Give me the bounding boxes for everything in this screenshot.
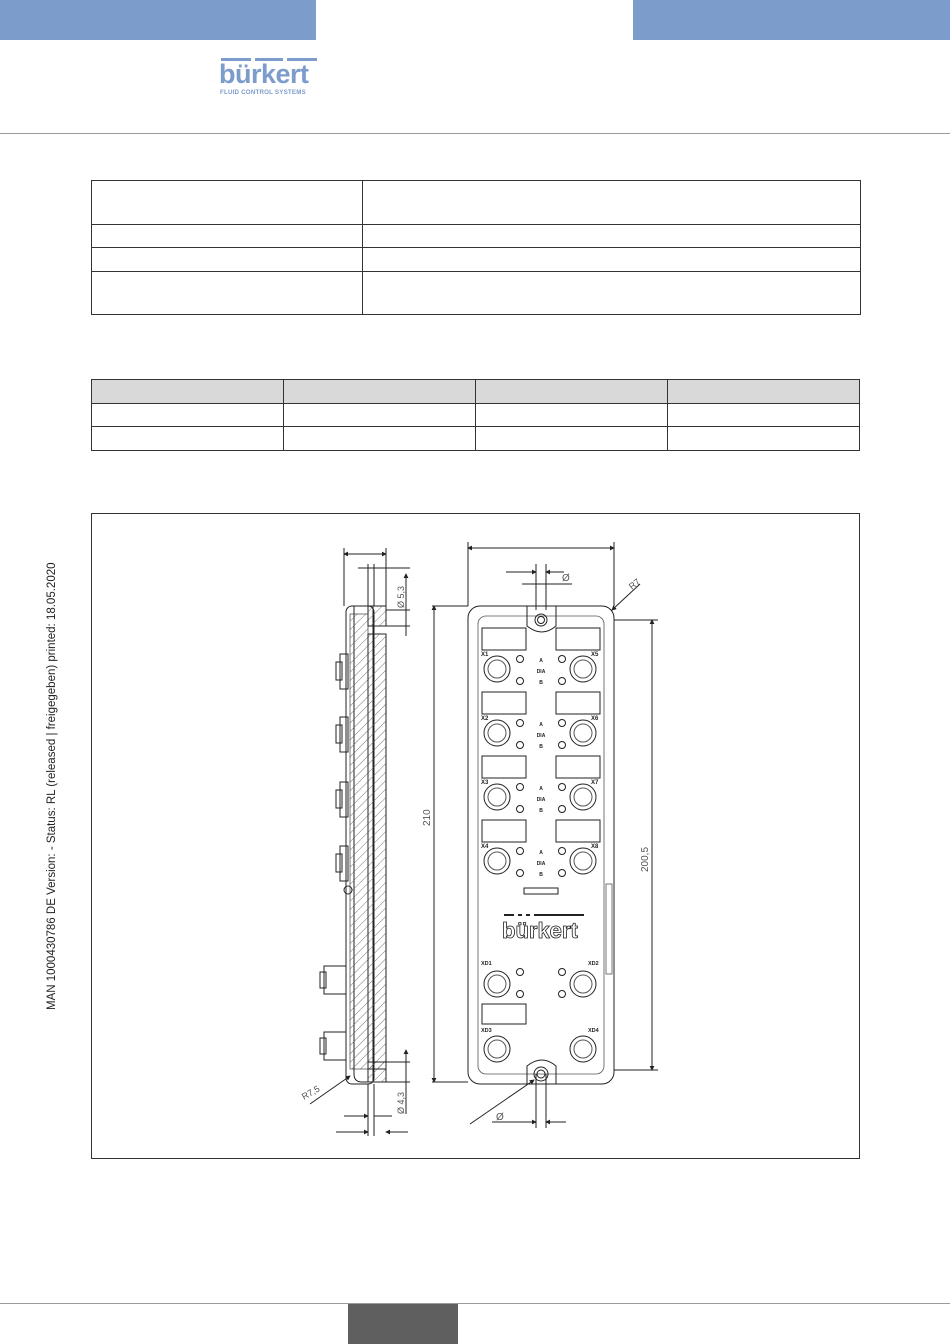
- spec-table-1: [91, 180, 861, 315]
- table-cell: [363, 181, 861, 225]
- table-cell: [92, 181, 363, 225]
- port-grid: [482, 628, 600, 877]
- dim-side-radius: R7,5: [300, 1083, 322, 1102]
- table-cell: [476, 404, 668, 427]
- table-cell: [476, 427, 668, 451]
- dim-top-hole: Ø: [562, 573, 570, 584]
- footer-divider: [0, 1303, 950, 1304]
- dim-front-radius: R7: [626, 576, 643, 592]
- header-bar-left: [0, 0, 316, 40]
- document-status-note: MAN 1000430786 DE Version: - Status: RL (released | freigegeben) printed: 18.05.2020: [46, 562, 58, 1010]
- logo-tagline: FLUID CONTROL SYSTEMS: [220, 89, 306, 96]
- port-label-xd1: XD1: [481, 961, 492, 967]
- body-logo-wordmark: bürkert: [502, 918, 578, 943]
- port-label-xd3: XD3: [481, 1028, 492, 1034]
- port-label-x4: X4: [481, 844, 489, 850]
- table-header-cell: [92, 380, 284, 404]
- port-label-x8: X8: [591, 844, 599, 850]
- burkert-logo: [219, 58, 319, 98]
- led-label-dia: DIA: [536, 861, 546, 867]
- dim-mount-height: 200,5: [640, 846, 651, 872]
- dim-bottom-hole: Ø: [496, 1112, 504, 1123]
- led-label-a: A: [539, 850, 543, 856]
- table-cell: [92, 427, 284, 451]
- port-label-x5: X5: [591, 652, 599, 658]
- led-label-dia: DIA: [536, 733, 546, 739]
- dim-side-bottom-hole: Ø 4,3: [396, 1091, 406, 1114]
- table-cell: [92, 272, 363, 315]
- led-label-b: B: [539, 680, 543, 686]
- port-label-xd2: XD2: [588, 961, 599, 967]
- led-label-b: B: [539, 744, 543, 750]
- table-row: [92, 272, 861, 315]
- front-view: [422, 542, 658, 1128]
- table-cell: [668, 427, 860, 451]
- dimension-drawing-frame: [91, 513, 860, 1159]
- led-label-a: A: [539, 786, 543, 792]
- header-divider: [0, 133, 950, 134]
- table-cell: [668, 404, 860, 427]
- led-label-dia: DIA: [536, 797, 546, 803]
- table-header-cell: [284, 380, 476, 404]
- table-cell: [92, 404, 284, 427]
- table-row: [92, 248, 861, 272]
- spec-table-2: [91, 379, 860, 451]
- dim-side-hole: Ø 5,3: [396, 585, 406, 608]
- table-row: [92, 225, 861, 248]
- table-cell: [363, 248, 861, 272]
- port-label-x3: X3: [481, 780, 489, 786]
- table-cell: [92, 248, 363, 272]
- dimension-drawing: [92, 514, 859, 1158]
- port-label-x7: X7: [591, 780, 599, 786]
- led-label-dia: DIA: [536, 669, 546, 675]
- port-label-x1: X1: [481, 652, 489, 658]
- led-label-a: A: [539, 658, 543, 664]
- header-bar-right: [633, 0, 950, 40]
- side-connectors: [320, 654, 352, 1060]
- led-label-b: B: [539, 808, 543, 814]
- table-cell: [92, 225, 363, 248]
- led-label-a: A: [539, 722, 543, 728]
- logo-wordmark: bürkert: [219, 59, 309, 89]
- body-logo: [502, 914, 584, 943]
- table-cell: [284, 404, 476, 427]
- table-cell: [363, 225, 861, 248]
- table-row: [92, 404, 860, 427]
- side-view: [300, 548, 410, 1136]
- port-label-xd4: XD4: [588, 1028, 599, 1034]
- led-label-b: B: [539, 872, 543, 878]
- port-label-x6: X6: [591, 716, 599, 722]
- table-header-cell: [668, 380, 860, 404]
- table-row: [92, 427, 860, 451]
- dim-total-height: 210: [422, 809, 433, 826]
- table-header-row: [92, 380, 860, 404]
- table-cell: [363, 272, 861, 315]
- table-cell: [284, 427, 476, 451]
- table-row: [92, 181, 861, 225]
- table-header-cell: [476, 380, 668, 404]
- page-number-tab: [348, 1304, 458, 1344]
- port-label-x2: X2: [481, 716, 489, 722]
- bottom-ports: [482, 969, 596, 1063]
